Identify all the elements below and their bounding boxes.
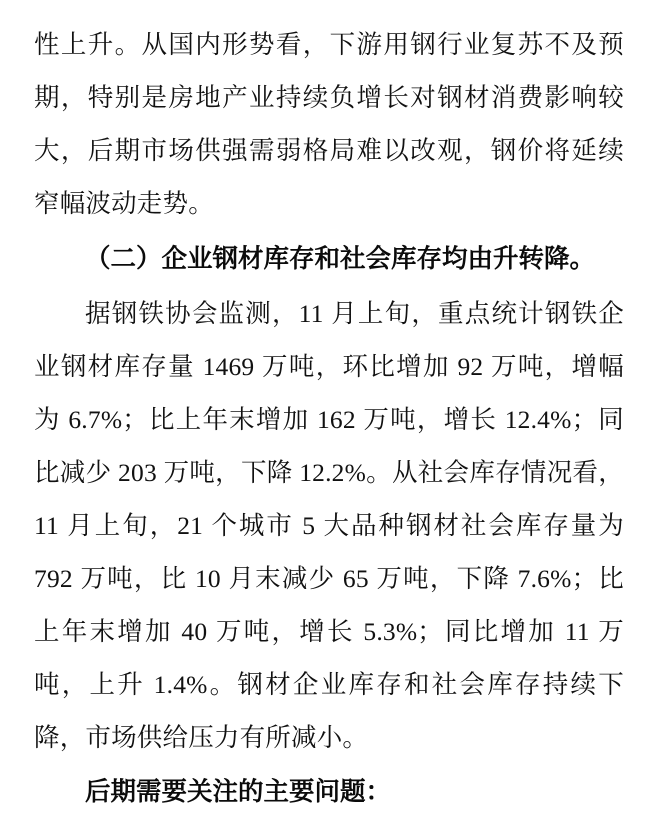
paragraph-inventory-data: 据钢铁协会监测，11 月上旬，重点统计钢铁企业钢材库存量 1469 万吨，环比增加 92 万吨，增幅为 6.7%；比上年末增加 162 万吨，增长 12.4%；同比减少 203 万吨，下降 12.2%。从社会库存情况看，11 月上旬，21 个城市 5 大品种钢材社会库存量为 792 万吨，比 10 月末减少 65 万吨，下降 7.6%；比上年末增加 40 万吨，增长 5.3%；同比增加 11 万吨，上升 1.4%。钢材企业库存和社会库存持续下降，市场供给压力有所减小。 xyxy=(34,299,624,752)
heading-inventory-section: （二）企业钢材库存和社会库存均由升转降。 xyxy=(85,244,596,273)
paragraph-steel-price-outlook: 性上升。从国内形势看，下游用钢行业复苏不及预期，特别是房地产业持续负增长对钢材消费影响较大，后期市场供强需弱格局难以改观，钢价将延续窄幅波动走势。 xyxy=(34,30,624,218)
heading-key-issues: 后期需要关注的主要问题： xyxy=(85,777,392,806)
